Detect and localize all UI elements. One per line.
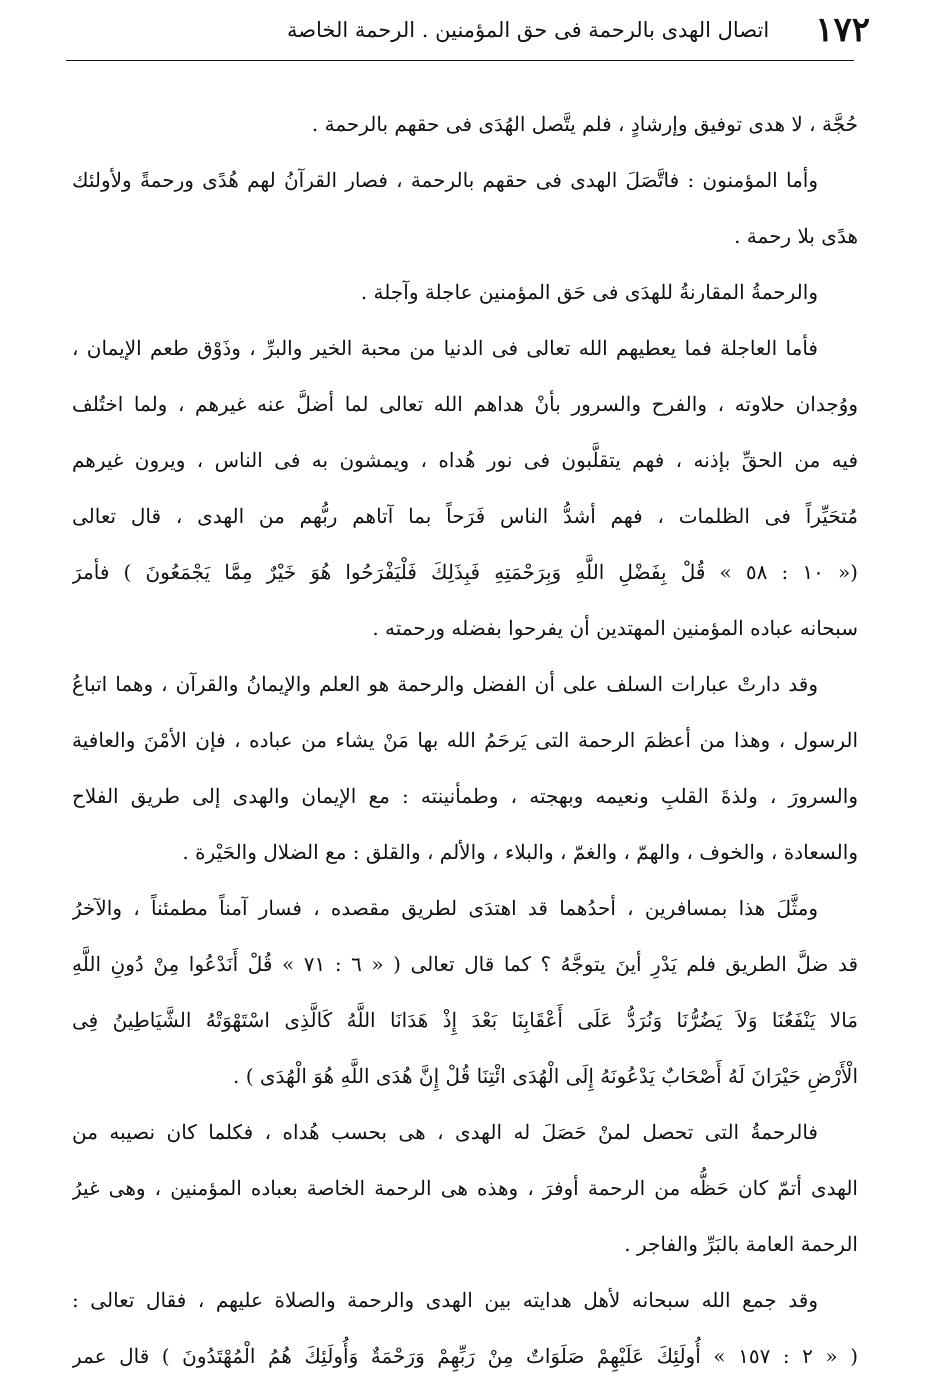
text-line: والسعادة ، والخوف ، والهمّ ، والغمّ ، والبلاء ، والألم ، والقلق : مع الضلال والحَيْرة . [182,840,858,864]
text-line: الرسول ، وهذا من أعظمَ الرحمة التى يَرحَمُ الله بها مَنْ يشاء من عباده ، فإن الأمْنَ والعافية [72,728,858,752]
running-title: اتصال الهدى بالرحمة فى حق المؤمنين . الرحمة الخاصة [286,18,770,42]
text-line: والرحمةُ المقارنةُ للهدَى فى حَق المؤمنين عاجلة وآجلة . [360,280,818,304]
page-number: ١٧٢ [815,10,870,50]
quran-verse-line: الْأَرْضِ حَيْرَانَ لَهُ أَصْحَابٌ يَدْعُونَهُ إِلَى الْهُدَى ائْتِنَا قُلْ إِنَّ هُدَى اللَّهِ هُوَ الْهُدَى ) . [233,1064,858,1088]
quran-verse-line: قد ضلَّ الطريق فلم يَدْرِ أينَ يتوجَّهُ ؟ كما قال تعالى ( « ٦ : ٧١ » قُلْ أَنَدْعُوا مِنْ دُونِ اللَّهِ [72,952,858,976]
text-line: والسرورَ ، ولذةَ القلبِ ونعيمه وبهجته ، وطمأنينته : مع الإيمان والهدى إلى طريق الفلاح [72,784,858,808]
quran-verse-line: (« ١٠ : ٥٨ » قُلْ بِفَضْلِ اللَّهِ وَبِرَحْمَتِهِ فَبِذَلِكَ فَلْيَفْرَحُوا هُوَ خَيْرٌ مِمَّا يَجْمَعُونَ ) فأمرَ [72,560,858,584]
text-line: هدًى بلا رحمة . [734,224,858,248]
text-line: الرحمة العامة بالبَرِّ والفاجر . [624,1232,858,1256]
text-line: ووُجدان حلاوته ، والفرح والسرور بأنْ هداهم الله تعالى لما أضلَّ عنه غيرهم ، ولما اختُلف [72,392,858,416]
page-body [72,96,858,1384]
page-header [60,6,870,54]
text-line: فأما العاجلة فما يعطيهم الله تعالى فى الدنيا من محبة الخير والبرِّ ، وذَوْق طعم الإيمان ، [72,336,818,360]
text-line: سبحانه عباده المؤمنين المهتدين أن يفرحوا بفضله ورحمته . [372,616,858,640]
text-line: مُتحَيِّراً فى الظلمات ، فهم أشدُّ الناس فَرَحاً بما آتاهم ربُّهم من الهدى ، قال تعالى [72,504,858,528]
text-line: ومثَّلَ هذا بمسافرين ، أحدُهما قد اهتدَى لطريق مقصده ، فسار آمناً مطمئناً ، والآخرُ [72,896,818,920]
quran-verse-line: ( « ٢ : ١٥٧ » أُولَئِكَ عَلَيْهِمْ صَلَوَاتٌ مِنْ رَبِّهِمْ وَرَحْمَةٌ وَأُولَئِكَ هُمُ الْمُهْتَدُونَ ) قال عمر [72,1344,858,1368]
text-line: وقد دارتْ عبارات السلف على أن الفضل والرحمة هو العلم والإيمانُ والقرآن ، وهما اتباعُ [72,672,818,696]
quran-verse-line: مَالا يَنْفَعُنَا وَلاَ يَضُرُّنَا وَنُرَدُّ عَلَى أَعْقَابِنَا بَعْدَ إِذْ هَدَانَا اللَّهُ كَالَّذِى اسْتَهْوَتْهُ الشَّيَاطِينُ فِى [72,1008,858,1032]
text-line: حُجَّة ، لا هدى توفيق وإرشادٍ ، فلم يتَّصل الهُدَى فى حقهم بالرحمة . [311,112,858,136]
text-line: وأما المؤمنون : فاتَّصَلَ الهدى فى حقهم بالرحمة ، فصار القرآنُ لهم هُدًى ورحمةً ولأولئك [72,168,818,192]
text-line: فالرحمةُ التى تحصل لمنْ حَصَلَ له الهدى ، هى بحسب هُداه ، فكلما كان نصيبه من [72,1120,818,1144]
header-rule [66,60,854,61]
text-line: وقد جمع الله سبحانه لأهل هدايته بين الهدى والرحمة والصلاة عليهم ، فقال تعالى : [72,1288,818,1312]
text-line: الهدى أتمّ كان حَظُّه من الرحمة أوفرَ ، وهذه هى الرحمة الخاصة بعباده المؤمنين ، وهى غيرُ [72,1176,858,1200]
text-line: فيه من الحقِّ بإذنه ، فهم يتقلَّبون فى نور هُداه ، ويمشون به فى الناس ، ويرون غيرهم [72,448,858,472]
